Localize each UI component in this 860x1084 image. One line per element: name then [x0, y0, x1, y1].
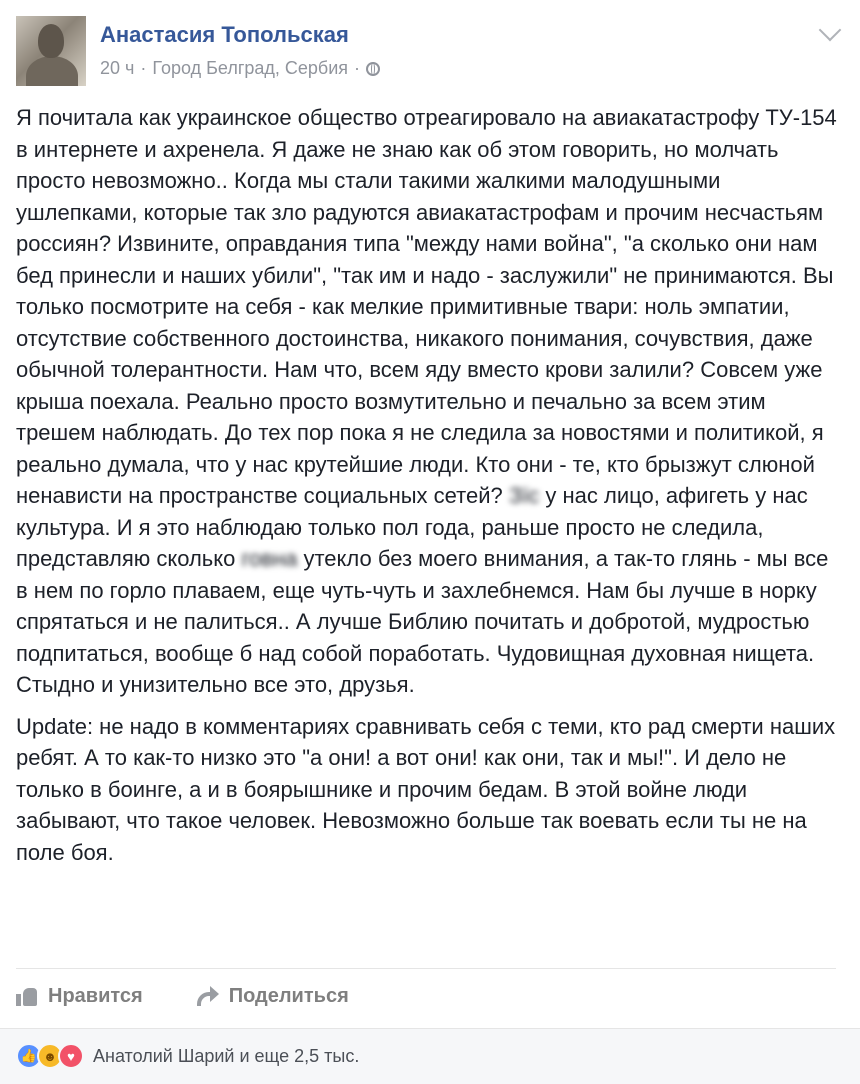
paragraph-text: утекло без моего внимания, а так-то глянь - мы все в нем по горло плаваем, еще чуть-чуть и захлебнемся. Нам бы лучше в норку спрятаться и не палиться.. А лучше Библию почитать и добротой, мудростью подпитаться, вообще б над собой поработать. Чудовищная духовная нищета. Стыдно и унизительно все это, друзья. [16, 546, 829, 697]
post-paragraph-1 [16, 102, 846, 701]
thumbs-up-icon [16, 986, 38, 1006]
like-label: Нравится [48, 984, 143, 1007]
love-icon[interactable]: ♥ [58, 1043, 84, 1069]
like-icon[interactable]: 👍 [16, 1043, 42, 1069]
paragraph-text: Я почитала как украинское общество отреагировало на авиакатастрофу ТУ-154 в интернете и ахренела. Я даже не знаю как об этом говорить, но молчать просто невозможно.. Когда мы стали такими жалкими малодушными ушлепками, которые так зло радуются авиакатастрофам и прочим несчастьям россиян? Извините, оправдания типа "между нами война", "а сколько они нам бед принесли и наших убили", "так им и надо - заслужили" не принимаются. Вы только посмотрите на себя - как мелкие примитивные твари: ноль эмпатии, отсутствие собственного достоинства, никакого понимания, сочувствия, даже обычной толерантности. Нам что, всем яду вместо крови залили? Совсем уже крыша поехала. Реально просто возмутительно и печально за всем этим трешем наблюдать. До тех пор пока я не следила за новостями и политикой, я реально думала, что у нас крутейшие люди. Кто они - те, кто брызжут слюной ненависти на пространстве социальных сетей? [16, 105, 837, 508]
post-paragraph-2: Update: не надо в комментариях сравнивать себя с теми, кто рад смерти наших ребят. А то как-то низко это "а они! а вот они! как они, так и мы!". И дело не только в боинге, а и в боярышнике и прочим бедам. В этой войне люди забывают, что такое человек. Невозможно больше так воевать если ты не на поле боя. [16, 713, 836, 865]
blurred-word: Зїс [508, 483, 540, 508]
chevron-down-icon[interactable] [819, 19, 842, 42]
blurred-word: говна [241, 546, 298, 571]
author-avatar[interactable] [16, 16, 86, 86]
paragraph-text: у нас лицо, афигеть у нас культура. И я это наблюдаю только пол года, раньше просто не следила, представляю сколько [16, 483, 808, 571]
post-actions [16, 980, 349, 1012]
post-body [16, 102, 846, 878]
share-label: Поделиться [228, 984, 349, 1007]
reactions-summary[interactable] [16, 1043, 359, 1069]
author-name[interactable]: Анастасия Топольская [100, 22, 349, 47]
share-arrow-icon [197, 986, 219, 1006]
divider [16, 968, 836, 969]
post-time[interactable]: 20 ч [100, 58, 135, 78]
post-header [16, 16, 846, 88]
post-meta [100, 58, 380, 79]
haha-icon[interactable]: ☻ [37, 1043, 63, 1069]
meta-separator-2: · [354, 58, 361, 78]
meta-separator: · [140, 58, 147, 78]
globe-icon[interactable] [366, 62, 380, 76]
reaction-text[interactable]: Анатолий Шарий и еще 2,5 тыс. [93, 1045, 360, 1066]
like-button[interactable] [16, 985, 143, 1008]
reactions-bar [0, 1028, 860, 1084]
share-button[interactable] [197, 985, 349, 1008]
post-location[interactable]: Город Белград, Сербия [152, 58, 349, 78]
